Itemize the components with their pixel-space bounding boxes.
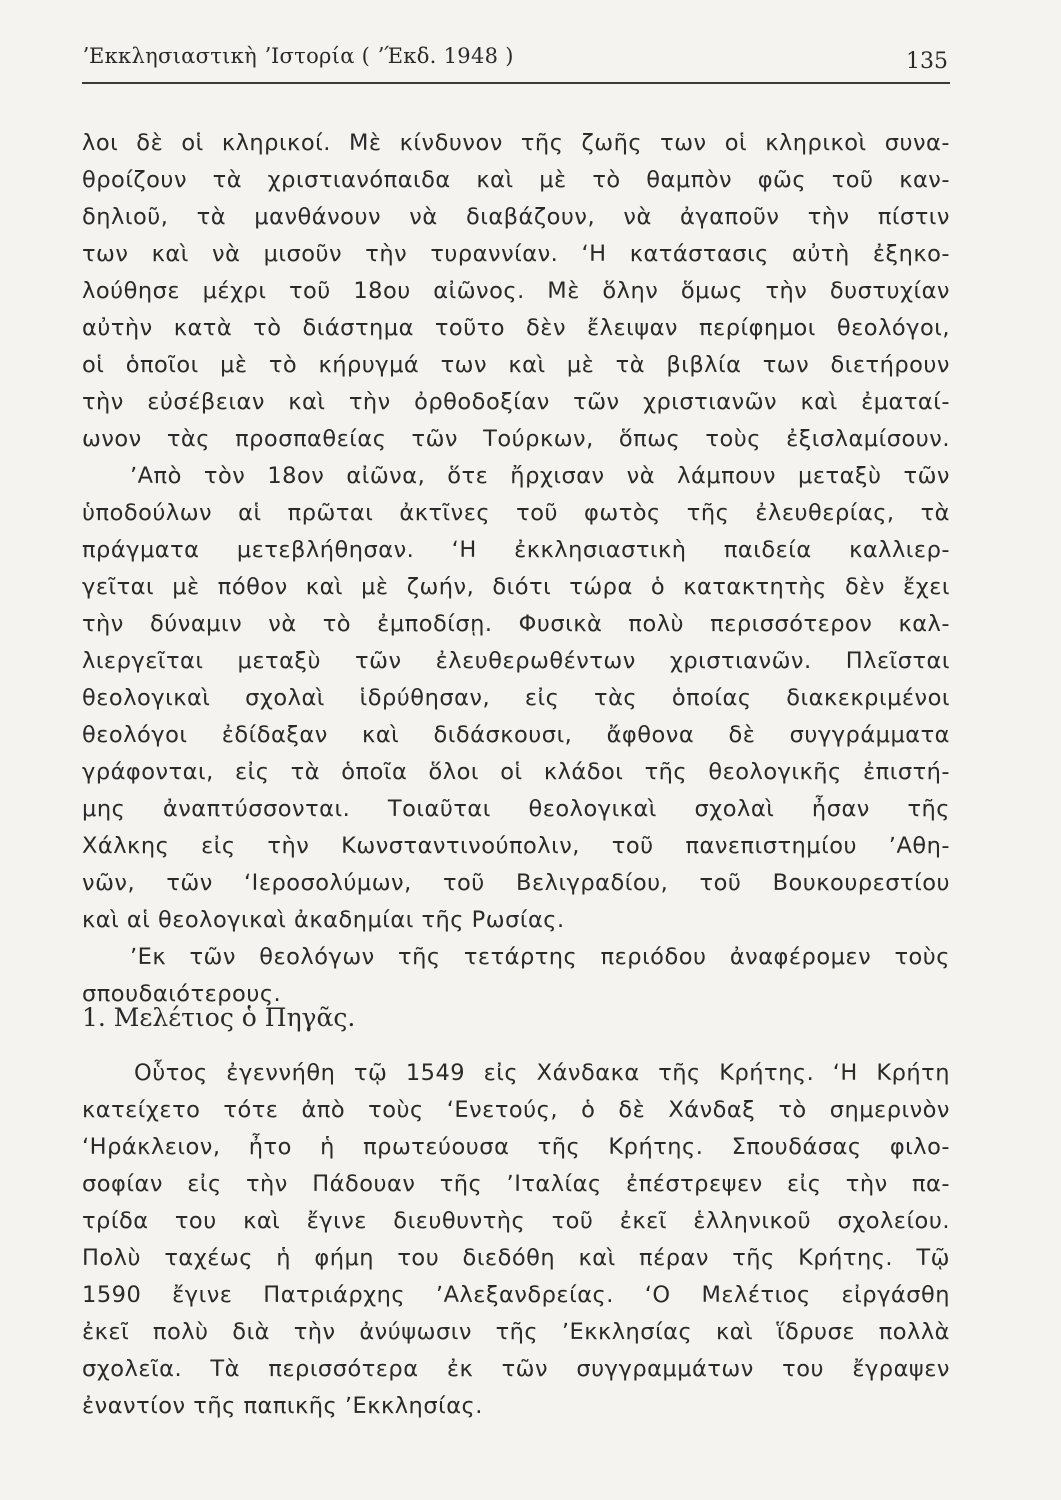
- text-line: καὶ αἱ θεολογικαὶ ἀκαδημίαι τῆς Ρωσίας.: [82, 907, 565, 933]
- text-line: Πολὺ ταχέως ἡ φήμη του διεδόθη καὶ πέραν τῆς Κρήτης. Τῷ: [82, 1245, 950, 1271]
- text-line: ʼΕκ τῶν θεολόγων τῆς τετάρτης περιόδου ἀναφέρομεν τοὺς: [130, 944, 950, 970]
- text-line: θεολογικαὶ σχολαὶ ἱδρύθησαν, εἰς τὰς ὁποίας διακεκριμένοι: [82, 685, 950, 711]
- text-line: ὑποδούλων αἱ πρῶται ἀκτῖνες τοῦ φωτὸς τῆς ἐλευθερίας, τὰ: [82, 500, 950, 526]
- text-line: ἐναντίον τῆς παπικῆς ʼΕκκλησίας.: [82, 1393, 483, 1419]
- text-line: 1590 ἔγινε Πατριάρχης ʼΑλεξανδρείας. ʻΟ Μελέτιος εἰργάσθη: [82, 1282, 950, 1308]
- text-line: οἱ ὁποῖοι μὲ τὸ κήρυγμά των καὶ μὲ τὰ βιβλία των διετήρουν: [82, 352, 950, 378]
- text-line: πράγματα μετεβλήθησαν. ʻΗ ἐκκλησιαστικὴ παιδεία καλλιερ-: [82, 537, 950, 563]
- text-line: λούθησε μέχρι τοῦ 18ου αἰῶνος. Μὲ ὅλην ὅμως τὴν δυστυχίαν: [82, 278, 950, 304]
- text-line: σπουδαιότερους.: [82, 981, 282, 1007]
- text-line: αὐτὴν κατὰ τὸ διάστημα τοῦτο δὲν ἔλειψαν περίφημοι θεολόγοι,: [82, 315, 950, 341]
- text-line: ʼΑπὸ τὸν 18ον αἰῶνα, ὅτε ἤρχισαν νὰ λάμπουν μεταξὺ τῶν: [130, 463, 950, 489]
- text-line: κατείχετο τότε ἀπὸ τοὺς ʻΕνετούς, ὁ δὲ Χάνδαξ τὸ σημερινὸν: [82, 1097, 950, 1123]
- text-line: γεῖται μὲ πόθον καὶ μὲ ζωήν, διότι τώρα ὁ κατακτητὴς δὲν ἔχει: [82, 574, 950, 600]
- text-line: γράφονται, εἰς τὰ ὁποῖα ὅλοι οἱ κλάδοι τῆς θεολογικῆς ἐπιστή-: [82, 759, 950, 785]
- text-line: τρίδα του καὶ ἔγινε διευθυντὴς τοῦ ἐκεῖ ἑλληνικοῦ σχολείου.: [82, 1208, 950, 1234]
- running-title: ʼΕκκλησιαστικὴ ʼΙστορία ( ʼΈκδ. 1948 ): [82, 44, 514, 68]
- text-line: ʻΗράκλειον, ἦτο ἡ πρωτεύουσα τῆς Κρήτης. Σπουδάσας φιλο-: [82, 1134, 950, 1160]
- text-line: ωνον τὰς προσπαθείας τῶν Τούρκων, ὅπως τοὺς ἐξισλαμίσουν.: [82, 426, 950, 452]
- text-line: νῶν, τῶν ʻΙεροσολύμων, τοῦ Βελιγραδίου, τοῦ Βουκουρεστίου: [82, 870, 950, 896]
- text-line: ἐκεῖ πολὺ διὰ τὴν ἀνύψωσιν τῆς ʼΕκκλησίας καὶ ἵδρυσε πολλὰ: [82, 1319, 950, 1345]
- page-header: [82, 36, 950, 80]
- text-line: δηλιοῦ, τὰ μανθάνουν νὰ διαβάζουν, νὰ ἀγαποῦν τὴν πίστιν: [82, 204, 950, 230]
- text-line: σχολεῖα. Τὰ περισσότερα ἐκ τῶν συγγραμμάτων του ἔγραψεν: [82, 1356, 950, 1382]
- text-line: θροίζουν τὰ χριστιανόπαιδα καὶ μὲ τὸ θαμπὸν φῶς τοῦ καν-: [82, 167, 950, 193]
- text-line: τὴν δύναμιν νὰ τὸ ἐμποδίσῃ. Φυσικὰ πολὺ περισσότερον καλ-: [82, 611, 950, 637]
- text-line: Οὗτος ἐγεννήθη τῷ 1549 εἰς Χάνδακα τῆς Κρήτης. ʻΗ Κρήτη: [134, 1060, 950, 1086]
- text-line: λοι δὲ οἱ κληρικοί. Μὲ κίνδυνον τῆς ζωῆς των οἱ κληρικοὶ συνα-: [82, 130, 950, 156]
- text-line: λιεργεῖται μεταξὺ τῶν ἐλευθερωθέντων χριστιανῶν. Πλεῖσται: [82, 648, 950, 674]
- text-line: τὴν εὐσέβειαν καὶ τὴν ὀρθοδοξίαν τῶν χριστιανῶν καὶ ἐματαί-: [82, 389, 950, 415]
- text-line: σοφίαν εἰς τὴν Πάδουαν τῆς ʼΙταλίας ἐπέστρεψεν εἰς τὴν πα-: [82, 1171, 950, 1197]
- text-line: μης ἀναπτύσσονται. Τοιαῦται θεολογικαὶ σχολαὶ ἦσαν τῆς: [82, 796, 950, 822]
- header-rule: [82, 82, 950, 84]
- section-heading: 1. Μελέτιος ὁ Πηγᾶς.: [82, 1003, 356, 1032]
- text-line: των καὶ νὰ μισοῦν τὴν τυραννίαν. ʻΗ κατάστασις αὐτὴ ἐξηκο-: [82, 241, 950, 267]
- text-line: θεολόγοι ἐδίδαξαν καὶ διδάσκουσι, ἄφθονα δὲ συγγράμματα: [82, 722, 950, 748]
- page-number: 135: [906, 49, 948, 74]
- text-line: Χάλκης εἰς τὴν Κωνσταντινούπολιν, τοῦ πανεπιστημίου ʼΑθη-: [82, 833, 950, 859]
